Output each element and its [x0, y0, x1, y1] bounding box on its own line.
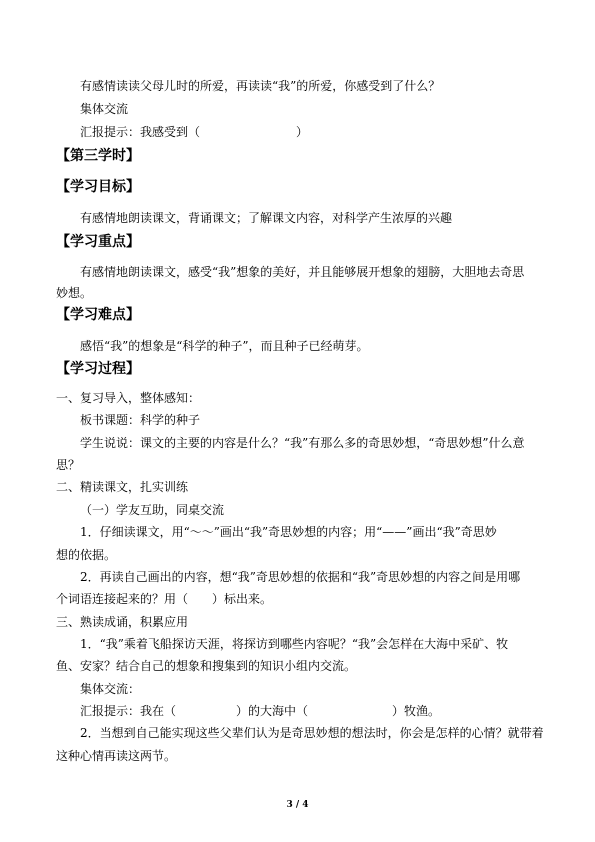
section-heading-key-points: 【学习重点】: [56, 234, 140, 250]
text-line: 集体交流：: [80, 682, 141, 696]
text-line: 这种心情再读这两节。: [56, 749, 177, 763]
text-line: 思？: [56, 458, 81, 472]
text-line: 三、熟读成诵，积累应用: [56, 615, 189, 629]
section-heading-objectives: 【学习目标】: [56, 179, 140, 195]
section-heading-process: 【学习过程】: [56, 361, 140, 377]
page-number: 3 / 4: [286, 800, 309, 810]
text-line: 有感情地朗读课文，背诵课文；了解课文内容，对科学产生浓厚的兴趣: [80, 211, 453, 225]
text-line: 鱼、安家？结合自己的想象和搜集到的知识小组内交流。: [56, 659, 357, 673]
text-line: 1．“我”乘着飞船探访天涯，将探访到哪些内容呢？“我”会怎样在大海中采矿、牧: [80, 637, 509, 651]
section-heading-difficulties: 【学习难点】: [56, 307, 140, 323]
text-line: 二、精读课文，扎实训练: [56, 480, 189, 494]
text-line: 妙想。: [56, 286, 93, 300]
text-line: （一）学友互助，同桌交流: [80, 503, 225, 517]
text-line: 有感情地朗读课文，感受“我”想象的美好，并且能够展开想象的翅膀，大胆地去奇思: [80, 265, 525, 279]
text-line: 2．再读自己画出的内容，想“我”奇思妙想的依据和“我”奇思妙想的内容之间是用哪: [80, 570, 521, 584]
text-line: 学生说说：课文的主要的内容是什么？“我”有那么多的奇思妙想，“奇思妙想”什么意: [80, 436, 525, 450]
section-heading-third-period: 【第三学时】: [56, 148, 140, 164]
text-line: 2．当想到自己能实现这些父辈们认为是奇思妙想的想法时，你会是怎样的心情？就带着: [80, 726, 544, 740]
text-line: 个词语连接起来的？用（ ）标出来。: [56, 592, 273, 606]
text-line: 汇报提示：我感受到（ ）: [80, 125, 309, 139]
text-line: 板书课题：科学的种子: [80, 413, 201, 427]
text-line: 一、复习导入，整体感知：: [56, 391, 201, 405]
text-line: 感悟“我”的想象是“科学的种子”，而且种子已经萌芽。: [80, 339, 369, 353]
text-line: 汇报提示：我在（ ）的大海中（ ）牧渔。: [80, 704, 441, 718]
text-line: 1．仔细读课文，用“～～”画出“我”奇思妙想的内容；用“——”画出“我”奇思妙: [80, 525, 497, 539]
text-line: 想的依据。: [56, 548, 117, 562]
text-line: 集体交流: [80, 102, 129, 116]
text-line: 有感情读读父母儿时的所爱，再读读“我”的所爱，你感受到了什么？: [80, 79, 441, 93]
